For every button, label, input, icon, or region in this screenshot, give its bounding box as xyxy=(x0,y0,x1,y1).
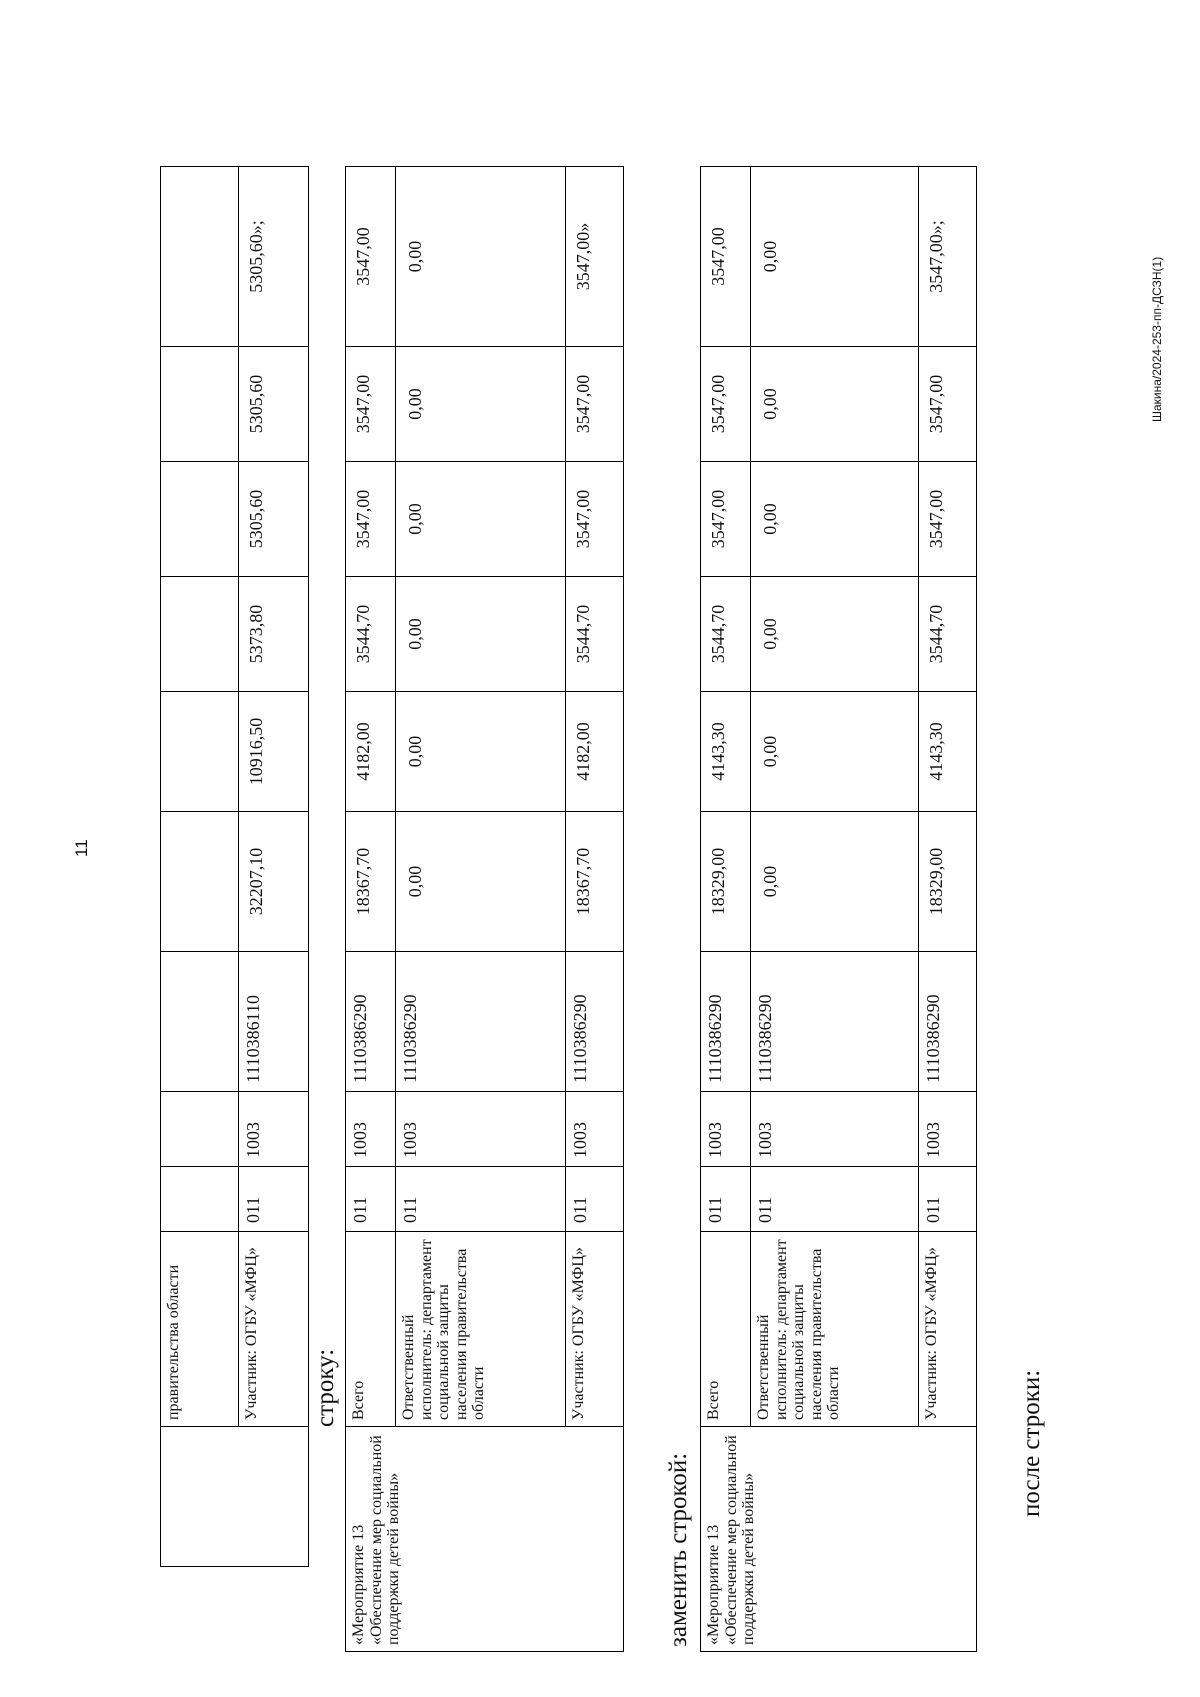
value-cell: 0,00 xyxy=(396,577,566,692)
table-row xyxy=(239,167,309,1567)
grbs-cell xyxy=(161,1167,239,1232)
table-row xyxy=(701,167,751,1652)
value-cell: 5305,60 xyxy=(239,462,309,577)
value-cell: 3547,00 xyxy=(919,347,977,462)
value-cell: 3544,70 xyxy=(346,577,396,692)
grbs-cell: 011 xyxy=(239,1167,309,1232)
rz-cell: 1003 xyxy=(396,1092,566,1167)
row-name: Участник: ОГБУ «МФЦ» xyxy=(566,1232,624,1427)
value-cell: 0,00 xyxy=(751,692,919,812)
grbs-cell: 011 xyxy=(751,1167,919,1232)
value-cell xyxy=(161,812,239,952)
value-cell xyxy=(161,692,239,812)
value-cell: 0,00 xyxy=(751,577,919,692)
value-cell: 0,00 xyxy=(751,812,919,952)
event-name: «Мероприятие 13 «Обеспечение мер социальной поддержки детей войны» xyxy=(346,1427,624,1652)
label-stroku: строку: xyxy=(312,1348,339,1427)
csr-cell: 1110386290 xyxy=(701,952,751,1092)
csr-cell: 1110386290 xyxy=(396,952,566,1092)
value-cell: 18329,00 xyxy=(701,812,751,952)
value-cell xyxy=(161,347,239,462)
row-name: Ответственный исполнитель: департамент социальной защиты населения правительства области xyxy=(396,1232,566,1427)
value-cell: 4143,30 xyxy=(919,692,977,812)
value-cell xyxy=(161,462,239,577)
label-zamenit: заменить строкой: xyxy=(665,1452,692,1647)
grbs-cell: 011 xyxy=(566,1167,624,1232)
value-cell: 0,00 xyxy=(751,462,919,577)
rz-cell: 1003 xyxy=(701,1092,751,1167)
value-cell: 3547,00 xyxy=(701,462,751,577)
value-cell: 4143,30 xyxy=(701,692,751,812)
row-name: Участник: ОГБУ «МФЦ» xyxy=(919,1232,977,1427)
value-cell: 3544,70 xyxy=(919,577,977,692)
row-name: Участник: ОГБУ «МФЦ» xyxy=(239,1232,309,1427)
value-cell: 3547,00 xyxy=(346,347,396,462)
value-cell: 4182,00 xyxy=(566,692,624,812)
value-cell: 0,00 xyxy=(751,167,919,347)
value-cell: 0,00 xyxy=(396,167,566,347)
table-old-row xyxy=(345,166,624,1652)
csr-cell xyxy=(161,952,239,1092)
row-name: правительства области xyxy=(161,1232,239,1427)
event-name: «Мероприятие 13 «Обеспечение мер социальной поддержки детей войны» xyxy=(701,1427,977,1652)
rz-cell: 1003 xyxy=(239,1092,309,1167)
value-cell xyxy=(161,577,239,692)
value-cell: 3544,70 xyxy=(566,577,624,692)
value-cell: 5373,80 xyxy=(239,577,309,692)
table-top xyxy=(160,166,309,1567)
value-cell: 3547,00»; xyxy=(919,167,977,347)
value-cell: 5305,60»; xyxy=(239,167,309,347)
table-row xyxy=(161,167,239,1567)
document-footer: Шакина/2024-253-пп-ДСЗН(1) xyxy=(1150,256,1164,422)
value-cell: 5305,60 xyxy=(239,347,309,462)
row-name: Всего xyxy=(346,1232,396,1427)
rz-cell: 1003 xyxy=(346,1092,396,1167)
value-cell: 0,00 xyxy=(751,347,919,462)
rz-cell: 1003 xyxy=(751,1092,919,1167)
table-row xyxy=(346,167,396,1652)
csr-cell: 1110386290 xyxy=(346,952,396,1092)
value-cell: 3547,00 xyxy=(566,347,624,462)
csr-cell: 1110386290 xyxy=(566,952,624,1092)
value-cell: 0,00 xyxy=(396,692,566,812)
value-cell: 4182,00 xyxy=(346,692,396,812)
value-cell: 0,00 xyxy=(396,347,566,462)
value-cell: 18367,70 xyxy=(346,812,396,952)
label-posle: после строки: xyxy=(1018,1369,1045,1517)
table-new-row xyxy=(700,166,977,1652)
value-cell xyxy=(161,167,239,347)
grbs-cell: 011 xyxy=(396,1167,566,1232)
rz-cell: 1003 xyxy=(566,1092,624,1167)
rz-cell xyxy=(161,1092,239,1167)
value-cell: 3547,00 xyxy=(919,462,977,577)
value-cell: 3547,00 xyxy=(346,462,396,577)
grbs-cell: 011 xyxy=(701,1167,751,1232)
value-cell: 3547,00 xyxy=(701,167,751,347)
page-number: 11 xyxy=(72,839,91,857)
csr-cell: 1110386290 xyxy=(919,952,977,1092)
rz-cell: 1003 xyxy=(919,1092,977,1167)
value-cell: 3547,00 xyxy=(701,347,751,462)
value-cell: 10916,50 xyxy=(239,692,309,812)
value-cell: 3547,00 xyxy=(566,462,624,577)
value-cell: 32207,10 xyxy=(239,812,309,952)
csr-cell: 1110386290 xyxy=(751,952,919,1092)
value-cell: 3547,00 xyxy=(346,167,396,347)
value-cell: 3547,00» xyxy=(566,167,624,347)
row-name: Ответственный исполнитель: департамент социальной защиты населения правительства области xyxy=(751,1232,919,1427)
value-cell: 18367,70 xyxy=(566,812,624,952)
value-cell: 0,00 xyxy=(396,812,566,952)
value-cell: 3544,70 xyxy=(701,577,751,692)
value-cell: 0,00 xyxy=(396,462,566,577)
empty-event-cell xyxy=(161,1427,309,1567)
grbs-cell: 011 xyxy=(346,1167,396,1232)
row-name: Всего xyxy=(701,1232,751,1427)
csr-cell: 1110386110 xyxy=(239,952,309,1092)
value-cell: 18329,00 xyxy=(919,812,977,952)
grbs-cell: 011 xyxy=(919,1167,977,1232)
